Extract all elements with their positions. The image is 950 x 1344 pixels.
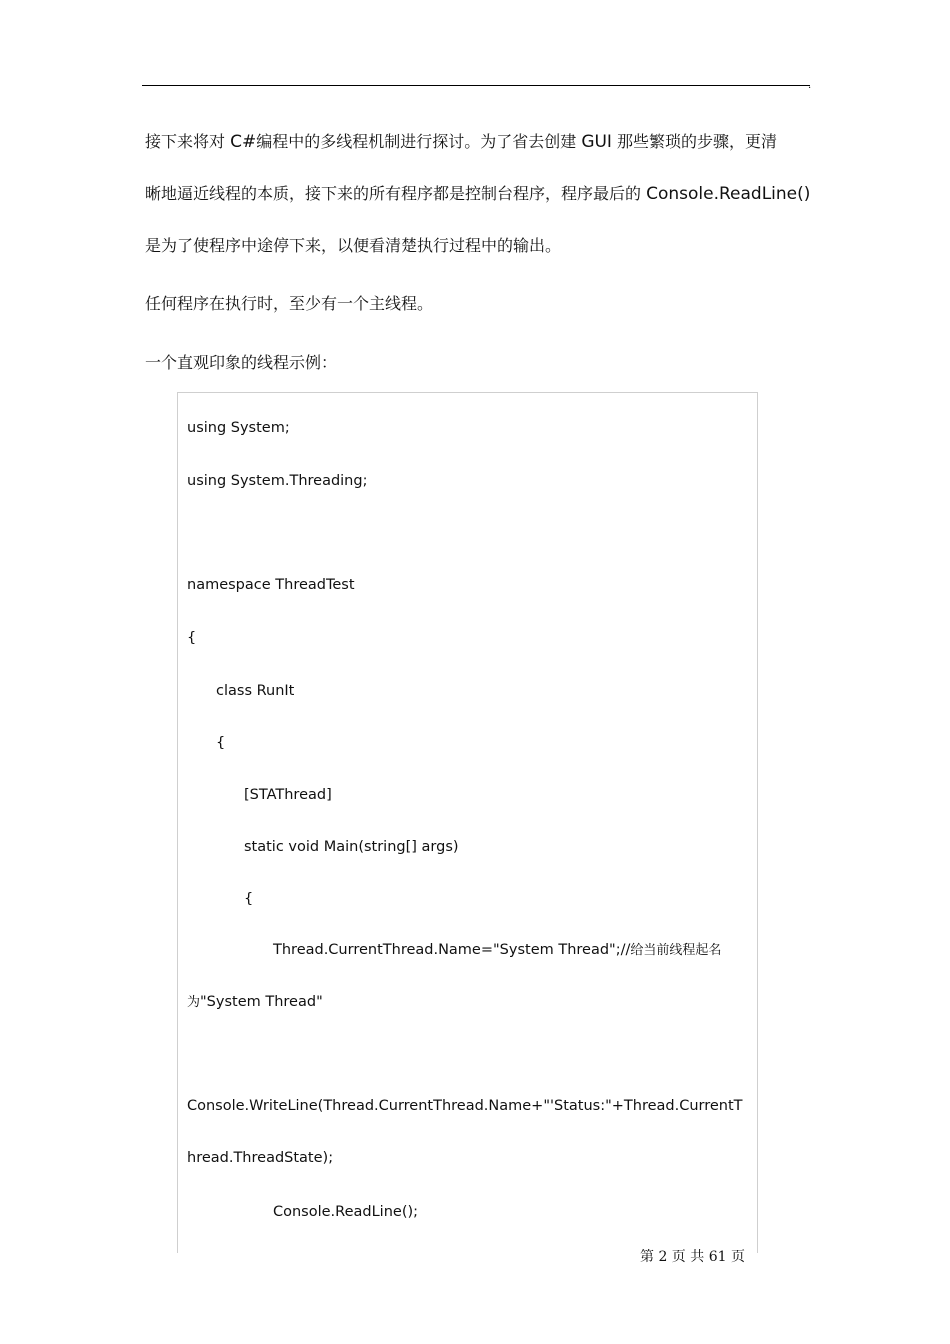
code-line-13: hread.ThreadState);: [187, 1150, 334, 1166]
code-line-9: {: [244, 891, 254, 907]
code-line-8: static void Main(string[] args): [244, 839, 459, 855]
paragraph-example-intro: 一个直观印象的线程示例：: [145, 353, 338, 372]
code-line-5: class RunIt: [216, 683, 295, 699]
paragraph-main-thread: 任何程序在执行时，至少有一个主线程。: [145, 294, 434, 313]
code-line-1: using System;: [187, 420, 290, 436]
code-line-2: using System.Threading;: [187, 473, 368, 489]
code-line-11-code: "System Thread": [200, 994, 323, 1010]
paragraph-intro-line-2: [145, 185, 825, 203]
paragraph-intro-line-1: [145, 133, 825, 151]
intro-text-1c: 编程中的多线程机制进行探讨。为了省去创建: [256, 132, 582, 151]
intro-text-1d: GUI: [581, 132, 612, 152]
intro-text-2b: Console.ReadLine(): [646, 184, 811, 204]
code-line-11-prefix: 为: [187, 995, 201, 1010]
code-line-11: [187, 993, 323, 1012]
code-line-4: {: [187, 630, 197, 646]
code-line-14: Console.ReadLine();: [273, 1204, 419, 1220]
intro-text-1e: 那些繁琐的步骤，更清: [611, 132, 778, 151]
code-line-10-comment: 给当前线程起名: [630, 943, 722, 958]
header-rule: [142, 85, 810, 86]
intro-text-2a: 晰地逼近线程的本质，接下来的所有程序都是控制台程序，程序最后的: [145, 184, 647, 203]
intro-text-1a: 接下来将对: [145, 132, 231, 151]
paragraph-intro-line-3: 是为了使程序中途停下来，以便看清楚执行过程中的输出。: [145, 236, 562, 255]
code-line-7: [STAThread]: [244, 787, 332, 803]
code-block: [177, 392, 758, 1253]
code-line-3: namespace ThreadTest: [187, 577, 355, 593]
header-mark: .: [808, 80, 812, 91]
code-line-12: Console.WriteLine(Thread.CurrentThread.Name+"'Status:"+Thread.CurrentT: [187, 1098, 743, 1114]
intro-text-1b: C#: [230, 132, 257, 152]
code-line-6: {: [216, 735, 226, 751]
page-number: 第 2 页 共 61 页: [640, 1249, 745, 1265]
code-line-10-code: Thread.CurrentThread.Name="System Thread";//: [273, 942, 631, 958]
code-line-10: [273, 941, 721, 960]
